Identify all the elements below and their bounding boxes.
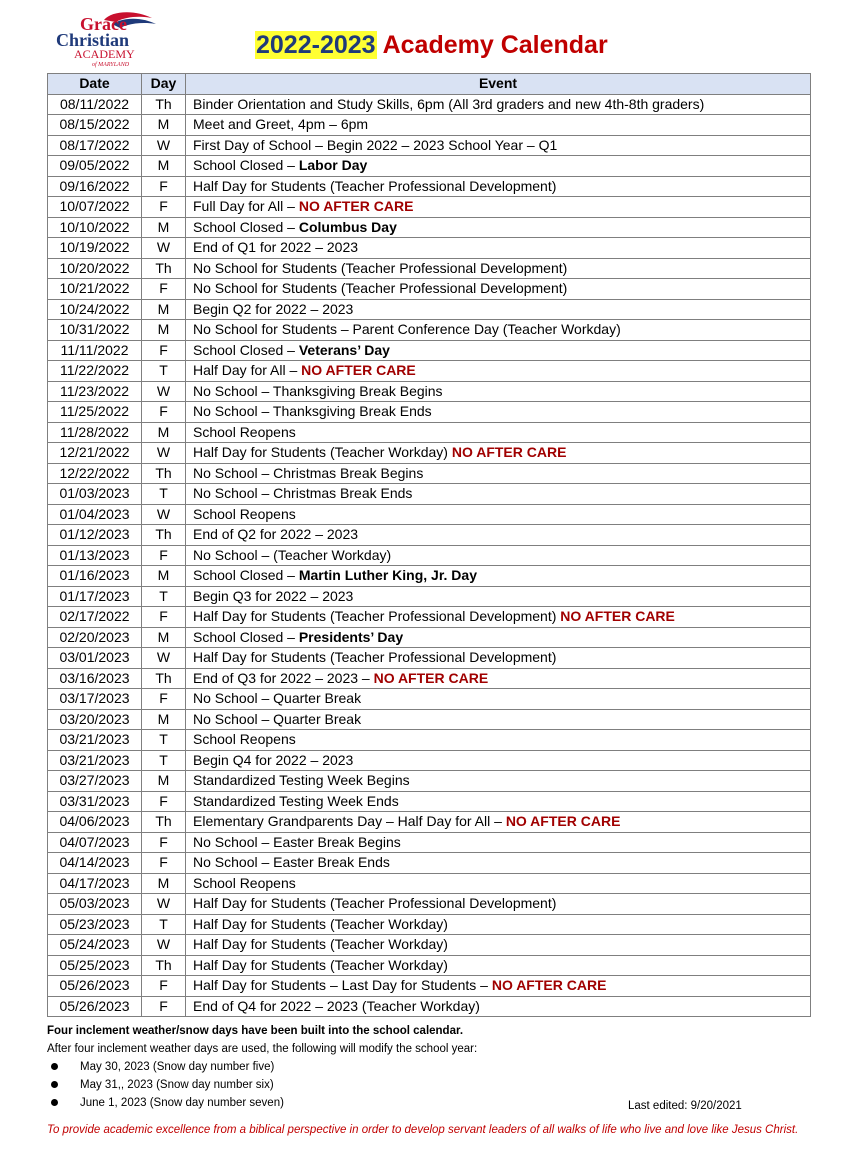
row-day: M: [142, 709, 186, 730]
row-event: [186, 771, 811, 792]
event-text: School Reopens: [193, 505, 296, 522]
row-date: 11/23/2022: [48, 381, 142, 402]
row-event: [186, 217, 811, 238]
row-day: Th: [142, 525, 186, 546]
table-row: [48, 607, 811, 628]
row-day: T: [142, 484, 186, 505]
row-day: Th: [142, 94, 186, 115]
row-date: 05/03/2023: [48, 894, 142, 915]
event-text: No School – Easter Break Begins: [193, 833, 401, 850]
mission-statement: To provide academic excellence from a biblical perspective in order to develop servant leaders of all walks of life who live and love like Jesus Christ.: [47, 1124, 799, 1136]
row-event: [186, 422, 811, 443]
table-row: [48, 976, 811, 997]
row-day: F: [142, 279, 186, 300]
event-text: Half Day for Students (Teacher Workday): [193, 444, 452, 461]
event-text: No School – (Teacher Workday): [193, 546, 392, 563]
row-date: 03/21/2023: [48, 730, 142, 751]
header-date: Date: [48, 74, 142, 95]
row-day: F: [142, 976, 186, 997]
event-text: Begin Q2 for 2022 – 2023: [193, 300, 354, 317]
row-event: [186, 94, 811, 115]
row-event: [186, 935, 811, 956]
event-text: Half Day for Students (Teacher Professional Development): [193, 895, 557, 912]
no-after-care-note: NO AFTER CARE: [301, 362, 416, 379]
row-event: [186, 340, 811, 361]
table-row: [48, 730, 811, 751]
table-row: [48, 238, 811, 259]
row-event: [186, 894, 811, 915]
bullet-icon: [51, 1081, 58, 1088]
table-row: [48, 586, 811, 607]
event-text: No School – Easter Break Ends: [193, 854, 390, 871]
table-row: [48, 648, 811, 669]
row-day: M: [142, 422, 186, 443]
table-row: [48, 135, 811, 156]
row-day: F: [142, 176, 186, 197]
table-row: [48, 566, 811, 587]
no-after-care-note: NO AFTER CARE: [491, 977, 607, 994]
event-text: School Closed –: [193, 157, 299, 174]
row-date: 10/07/2022: [48, 197, 142, 218]
title-text: Academy Calendar: [376, 31, 608, 59]
row-event: [186, 115, 811, 136]
row-day: T: [142, 914, 186, 935]
row-day: M: [142, 627, 186, 648]
row-event: [186, 545, 811, 566]
notes-heading: Four inclement weather/snow days have been built into the school calendar.: [47, 1025, 464, 1037]
row-date: 12/22/2022: [48, 463, 142, 484]
table-row: [48, 94, 811, 115]
no-after-care-note: NO AFTER CARE: [560, 608, 675, 625]
event-text: School Closed –: [193, 341, 299, 358]
row-date: 10/31/2022: [48, 320, 142, 341]
logo-line1: Grace: [80, 14, 127, 34]
row-date: 03/21/2023: [48, 750, 142, 771]
row-date: 03/20/2023: [48, 709, 142, 730]
notes-subheading: After four inclement weather days are used, the following will modify the school year:: [47, 1043, 478, 1055]
page-title: [255, 29, 608, 61]
table-row: [48, 812, 811, 833]
table-row: [48, 914, 811, 935]
event-text: End of Q3 for 2022 – 2023 –: [193, 669, 374, 686]
row-date: 08/17/2022: [48, 135, 142, 156]
event-text: Half Day for Students (Teacher Professional Development): [193, 649, 557, 666]
event-text: No School for Students – Parent Conference Day (Teacher Workday): [193, 321, 621, 338]
row-event: [186, 853, 811, 874]
no-after-care-note: NO AFTER CARE: [373, 669, 489, 686]
row-event: [186, 484, 811, 505]
logo-line4: of MARYLAND: [92, 62, 130, 68]
table-row: [48, 217, 811, 238]
row-day: F: [142, 607, 186, 628]
row-day: F: [142, 340, 186, 361]
snow-day-text: May 31,, 2023 (Snow day number six): [80, 1079, 274, 1091]
event-text: Full Day for All –: [193, 198, 299, 215]
row-day: M: [142, 771, 186, 792]
row-event: [186, 709, 811, 730]
header-event: Event: [186, 74, 811, 95]
row-event: [186, 135, 811, 156]
table-row: [48, 996, 811, 1017]
row-date: 03/27/2023: [48, 771, 142, 792]
no-after-care-note: NO AFTER CARE: [298, 198, 414, 215]
table-row: [48, 525, 811, 546]
event-text: Martin Luther King, Jr. Day: [298, 567, 477, 584]
row-event: [186, 402, 811, 423]
event-text: End of Q1 for 2022 – 2023: [193, 239, 359, 256]
row-day: Th: [142, 955, 186, 976]
row-event: [186, 996, 811, 1017]
row-day: W: [142, 935, 186, 956]
row-day: F: [142, 689, 186, 710]
last-edited: Last edited: 9/20/2021: [628, 1100, 742, 1112]
row-day: W: [142, 443, 186, 464]
row-day: W: [142, 648, 186, 669]
row-date: 03/16/2023: [48, 668, 142, 689]
row-event: [186, 156, 811, 177]
row-date: 04/07/2023: [48, 832, 142, 853]
no-after-care-note: NO AFTER CARE: [451, 444, 567, 461]
table-row: [48, 873, 811, 894]
row-date: 03/31/2023: [48, 791, 142, 812]
table-row: [48, 361, 811, 382]
bullet-icon: [51, 1063, 58, 1070]
table-row: [48, 545, 811, 566]
table-row: [48, 894, 811, 915]
table-row: [48, 381, 811, 402]
row-day: W: [142, 135, 186, 156]
table-row: [48, 197, 811, 218]
row-day: W: [142, 238, 186, 259]
row-event: [186, 668, 811, 689]
event-text: Half Day for Students – Last Day for Students –: [193, 977, 492, 994]
event-text: Labor Day: [298, 157, 368, 174]
row-date: 04/14/2023: [48, 853, 142, 874]
snow-day-text: June 1, 2023 (Snow day number seven): [80, 1097, 284, 1109]
row-date: 05/25/2023: [48, 955, 142, 976]
event-text: No School – Christmas Break Ends: [193, 485, 413, 502]
event-text: First Day of School – Begin 2022 – 2023 School Year – Q1: [193, 136, 558, 153]
bullet-icon: [51, 1099, 58, 1106]
row-date: 05/23/2023: [48, 914, 142, 935]
row-day: M: [142, 566, 186, 587]
event-text: Begin Q3 for 2022 – 2023: [193, 587, 354, 604]
row-event: [186, 320, 811, 341]
event-text: Half Day for Students (Teacher Workday): [193, 915, 448, 932]
row-event: [186, 566, 811, 587]
event-text: End of Q2 for 2022 – 2023: [193, 526, 359, 543]
calendar-rows: [48, 94, 811, 1017]
row-day: T: [142, 586, 186, 607]
row-date: 05/26/2023: [48, 996, 142, 1017]
table-row: [48, 484, 811, 505]
row-date: 05/24/2023: [48, 935, 142, 956]
row-event: [186, 361, 811, 382]
row-event: [186, 955, 811, 976]
row-day: M: [142, 156, 186, 177]
logo-line3: ACADEMY: [74, 47, 135, 61]
row-day: M: [142, 320, 186, 341]
row-day: W: [142, 381, 186, 402]
snow-day-item: [47, 1079, 274, 1091]
row-event: [186, 791, 811, 812]
row-day: T: [142, 730, 186, 751]
row-event: [186, 258, 811, 279]
row-day: F: [142, 545, 186, 566]
event-text: No School – Quarter Break: [193, 710, 362, 727]
row-date: 03/01/2023: [48, 648, 142, 669]
row-date: 09/16/2022: [48, 176, 142, 197]
row-date: 01/17/2023: [48, 586, 142, 607]
row-event: [186, 299, 811, 320]
table-row: [48, 935, 811, 956]
event-text: Standardized Testing Week Ends: [193, 792, 399, 809]
row-event: [186, 607, 811, 628]
row-date: 02/20/2023: [48, 627, 142, 648]
table-row: [48, 504, 811, 525]
row-date: 11/25/2022: [48, 402, 142, 423]
table-row: [48, 668, 811, 689]
row-day: Th: [142, 668, 186, 689]
row-event: [186, 586, 811, 607]
event-text: No School – Thanksgiving Break Begins: [193, 382, 443, 399]
row-event: [186, 627, 811, 648]
table-row: [48, 115, 811, 136]
row-date: 01/04/2023: [48, 504, 142, 525]
row-day: T: [142, 361, 186, 382]
table-row: [48, 443, 811, 464]
event-text: School Reopens: [193, 874, 296, 891]
event-text: Half Day for Students (Teacher Workday): [193, 936, 448, 953]
table-row: [48, 258, 811, 279]
row-date: 11/22/2022: [48, 361, 142, 382]
event-text: Begin Q4 for 2022 – 2023: [193, 751, 354, 768]
row-date: 01/12/2023: [48, 525, 142, 546]
row-event: [186, 914, 811, 935]
row-day: Th: [142, 463, 186, 484]
table-row: [48, 791, 811, 812]
event-text: No School for Students (Teacher Professional Development): [193, 280, 568, 297]
table-row: [48, 709, 811, 730]
row-date: 08/15/2022: [48, 115, 142, 136]
row-event: [186, 873, 811, 894]
row-date: 11/28/2022: [48, 422, 142, 443]
title-year: 2022-2023: [256, 31, 376, 59]
event-text: Elementary Grandparents Day – Half Day for All –: [193, 813, 506, 830]
row-day: W: [142, 894, 186, 915]
row-date: 01/16/2023: [48, 566, 142, 587]
row-day: Th: [142, 812, 186, 833]
row-day: Th: [142, 258, 186, 279]
table-row: [48, 320, 811, 341]
table-row: [48, 771, 811, 792]
calendar-table: [47, 73, 811, 1017]
event-text: No School – Christmas Break Begins: [193, 464, 424, 481]
row-event: [186, 730, 811, 751]
event-text: Half Day for Students (Teacher Workday): [193, 956, 448, 973]
logo-line2: Christian: [56, 30, 130, 50]
event-text: Binder Orientation and Study Skills, 6pm (All 3rd graders and new 4th-8th graders): [193, 95, 705, 112]
row-date: 12/21/2022: [48, 443, 142, 464]
row-date: 10/20/2022: [48, 258, 142, 279]
table-row: [48, 955, 811, 976]
row-event: [186, 443, 811, 464]
table-row: [48, 463, 811, 484]
row-event: [186, 238, 811, 259]
snow-day-text: May 30, 2023 (Snow day number five): [80, 1061, 275, 1073]
event-text: Presidents’ Day: [298, 628, 404, 645]
row-day: F: [142, 853, 186, 874]
row-event: [186, 648, 811, 669]
table-row: [48, 176, 811, 197]
row-event: [186, 689, 811, 710]
row-event: [186, 463, 811, 484]
header-row: [48, 74, 811, 95]
no-after-care-note: NO AFTER CARE: [505, 813, 621, 830]
row-day: F: [142, 197, 186, 218]
row-event: [186, 832, 811, 853]
row-event: [186, 381, 811, 402]
row-day: F: [142, 832, 186, 853]
row-date: 09/05/2022: [48, 156, 142, 177]
event-text: Half Day for All –: [193, 362, 302, 379]
table-row: [48, 627, 811, 648]
snow-day-item: [47, 1097, 284, 1109]
row-event: [186, 525, 811, 546]
table-row: [48, 422, 811, 443]
row-event: [186, 197, 811, 218]
event-text: Veterans’ Day: [298, 341, 390, 358]
table-row: [48, 340, 811, 361]
table-row: [48, 750, 811, 771]
event-text: Half Day for Students (Teacher Professional Development): [193, 177, 557, 194]
school-logo: [46, 10, 158, 70]
table-row: [48, 402, 811, 423]
event-text: End of Q4 for 2022 – 2023 (Teacher Workday): [193, 997, 480, 1014]
row-event: [186, 504, 811, 525]
header-day: Day: [142, 74, 186, 95]
row-date: 01/03/2023: [48, 484, 142, 505]
row-date: 10/21/2022: [48, 279, 142, 300]
row-date: 05/26/2023: [48, 976, 142, 997]
row-day: T: [142, 750, 186, 771]
row-day: M: [142, 873, 186, 894]
row-day: M: [142, 115, 186, 136]
row-day: W: [142, 504, 186, 525]
event-text: School Reopens: [193, 423, 296, 440]
row-day: M: [142, 299, 186, 320]
row-date: 02/17/2022: [48, 607, 142, 628]
row-date: 10/19/2022: [48, 238, 142, 259]
row-date: 08/11/2022: [48, 94, 142, 115]
row-date: 04/06/2023: [48, 812, 142, 833]
row-day: M: [142, 217, 186, 238]
row-event: [186, 279, 811, 300]
event-text: Standardized Testing Week Begins: [193, 772, 410, 789]
row-event: [186, 976, 811, 997]
table-row: [48, 832, 811, 853]
row-date: 10/10/2022: [48, 217, 142, 238]
row-day: F: [142, 791, 186, 812]
event-text: Meet and Greet, 4pm – 6pm: [193, 116, 369, 133]
table-row: [48, 279, 811, 300]
event-text: School Reopens: [193, 731, 296, 748]
event-text: No School for Students (Teacher Professional Development): [193, 259, 568, 276]
event-text: School Closed –: [193, 218, 299, 235]
event-text: Half Day for Students (Teacher Professional Development): [193, 608, 561, 625]
event-text: School Closed –: [193, 567, 299, 584]
table-row: [48, 689, 811, 710]
snow-day-item: [47, 1061, 274, 1073]
table-row: [48, 299, 811, 320]
table-row: [48, 156, 811, 177]
row-date: 04/17/2023: [48, 873, 142, 894]
row-date: 10/24/2022: [48, 299, 142, 320]
row-day: F: [142, 402, 186, 423]
row-event: [186, 176, 811, 197]
event-text: School Closed –: [193, 628, 299, 645]
row-event: [186, 812, 811, 833]
row-date: 01/13/2023: [48, 545, 142, 566]
row-date: 11/11/2022: [48, 340, 142, 361]
event-text: No School – Thanksgiving Break Ends: [193, 403, 432, 420]
event-text: No School – Quarter Break: [193, 690, 362, 707]
row-date: 03/17/2023: [48, 689, 142, 710]
table-row: [48, 853, 811, 874]
row-event: [186, 750, 811, 771]
row-day: F: [142, 996, 186, 1017]
event-text: Columbus Day: [298, 218, 397, 235]
